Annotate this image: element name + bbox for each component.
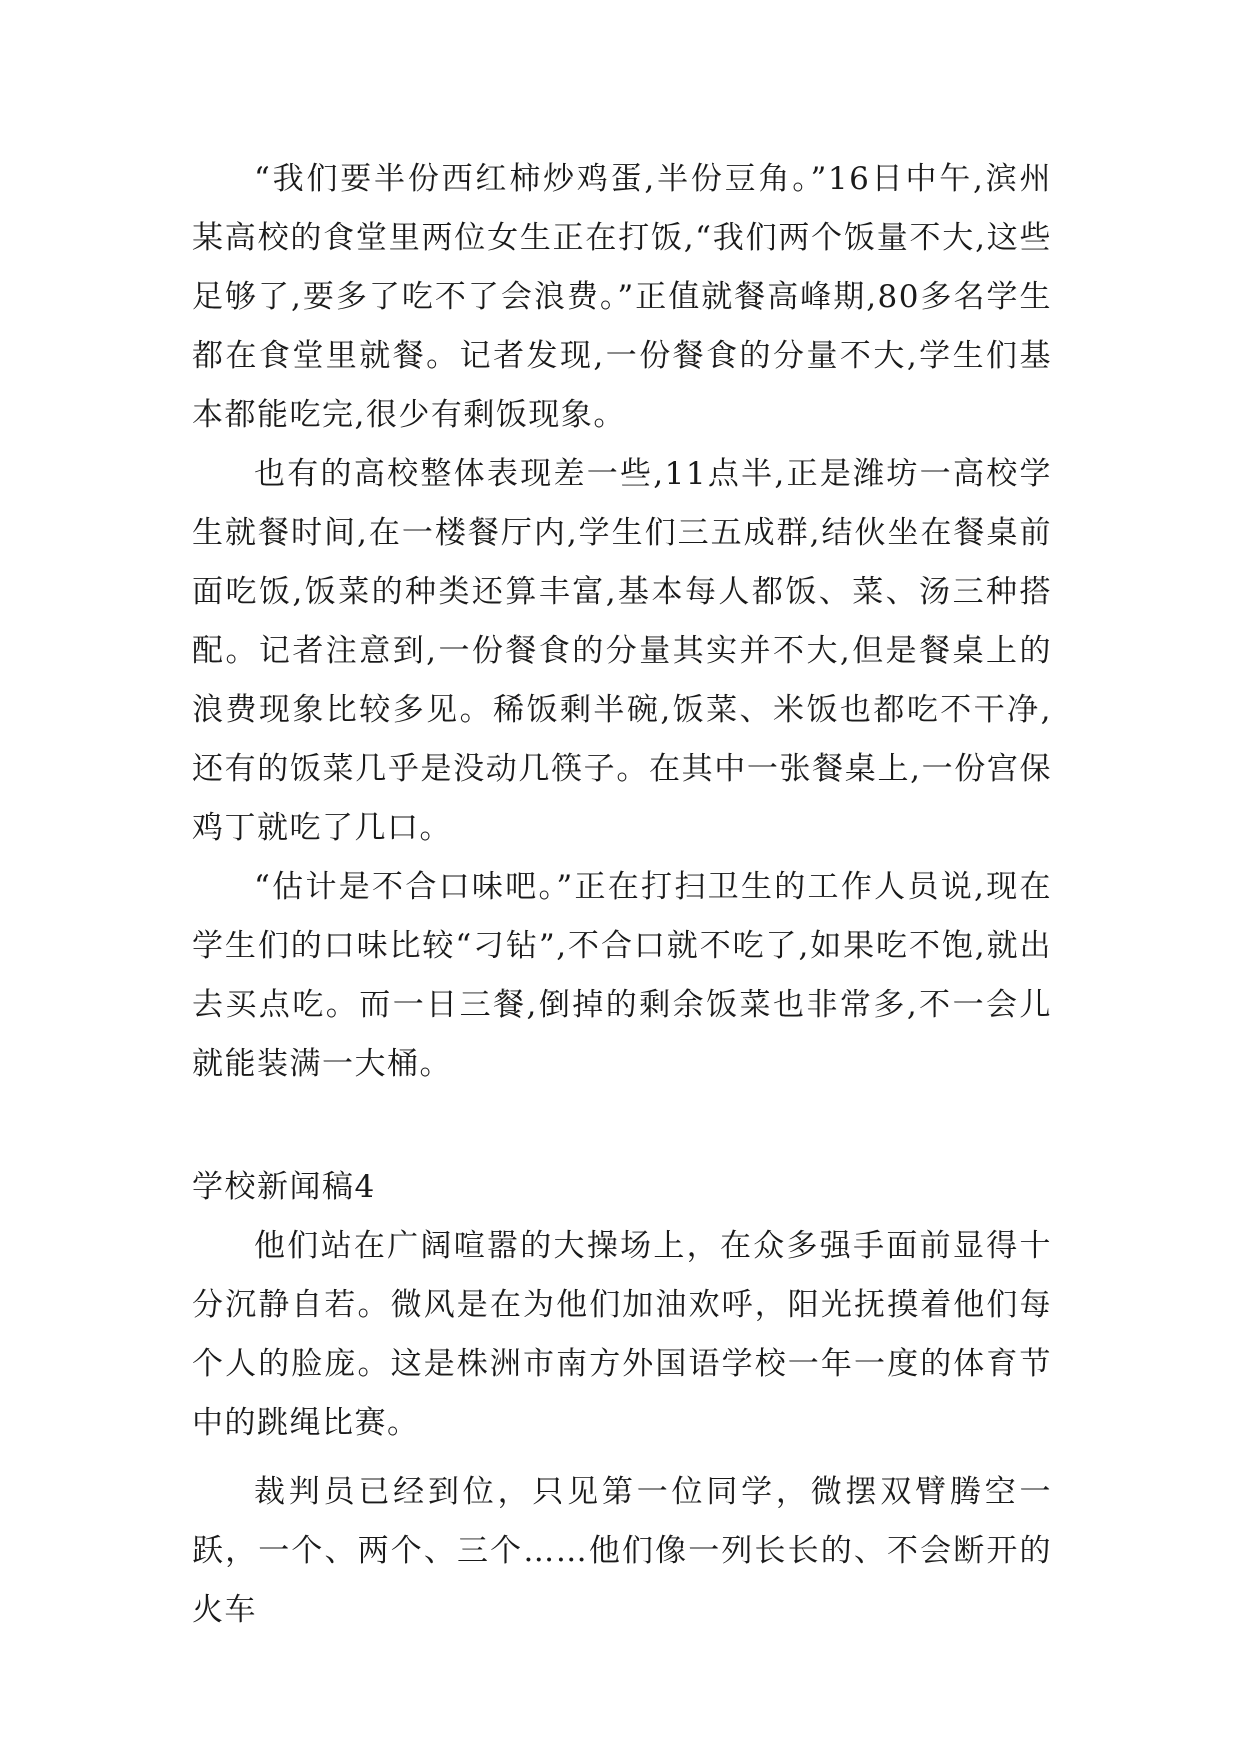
paragraph-staff-comment: “估计是不合口味吧。”正在打扫卫生的工作人员说,现在学生们的口味比较“刁钻”,不合口就不吃了,如果吃不饱,就出去买点吃。而一日三餐,倒掉的剩余饭菜也非常多,不一会儿就能装满一大桶。 [192, 869, 1052, 1082]
paragraph-canteen-binzhou: “我们要半份西红柿炒鸡蛋,半份豆角。”16日中午,滨州某高校的食堂里两位女生正在打饭,“我们两个饭量不大,这些足够了,要多了吃不了会浪费。”正值就餐高峰期,80多名学生都在食堂里就餐。记者发现,一份餐食的分量不大,学生们基本都能吃完,很少有剩饭现象。 [192, 161, 1052, 433]
document-page [192, 150, 1052, 1628]
section-heading: 学校新闻稿4 [192, 1169, 376, 1205]
section-body [192, 1217, 1052, 1640]
paragraph-jump-rope-intro: 他们站在广阔喧嚣的大操场上，在众多强手面前显得十分沉静自若。微风是在为他们加油欢呼，阳光抚摸着他们每个人的脸庞。这是株洲市南方外国语学校一年一度的体育节中的跳绳比赛。 [192, 1228, 1052, 1441]
paragraph-canteen-weifang: 也有的高校整体表现差一些,11点半,正是潍坊一高校学生就餐时间,在一楼餐厅内,学生们三五成群,结伙坐在餐桌前面吃饭,饭菜的种类还算丰富,基本每人都饭、菜、汤三种搭配。记者注意到,一份餐食的分量其实并不大,但是餐桌上的浪费现象比较多见。稀饭剩半碗,饭菜、米饭也都吃不干净,还有的饭菜几乎是没动几筷子。在其中一张餐桌上,一份宫保鸡丁就吃了几口。 [192, 456, 1052, 846]
paragraph-jump-rope-start: 裁判员已经到位，只见第一位同学，微摆双臂腾空一跃，一个、两个、三个……他们像一列长长的、不会断开的火车 [192, 1474, 1052, 1628]
